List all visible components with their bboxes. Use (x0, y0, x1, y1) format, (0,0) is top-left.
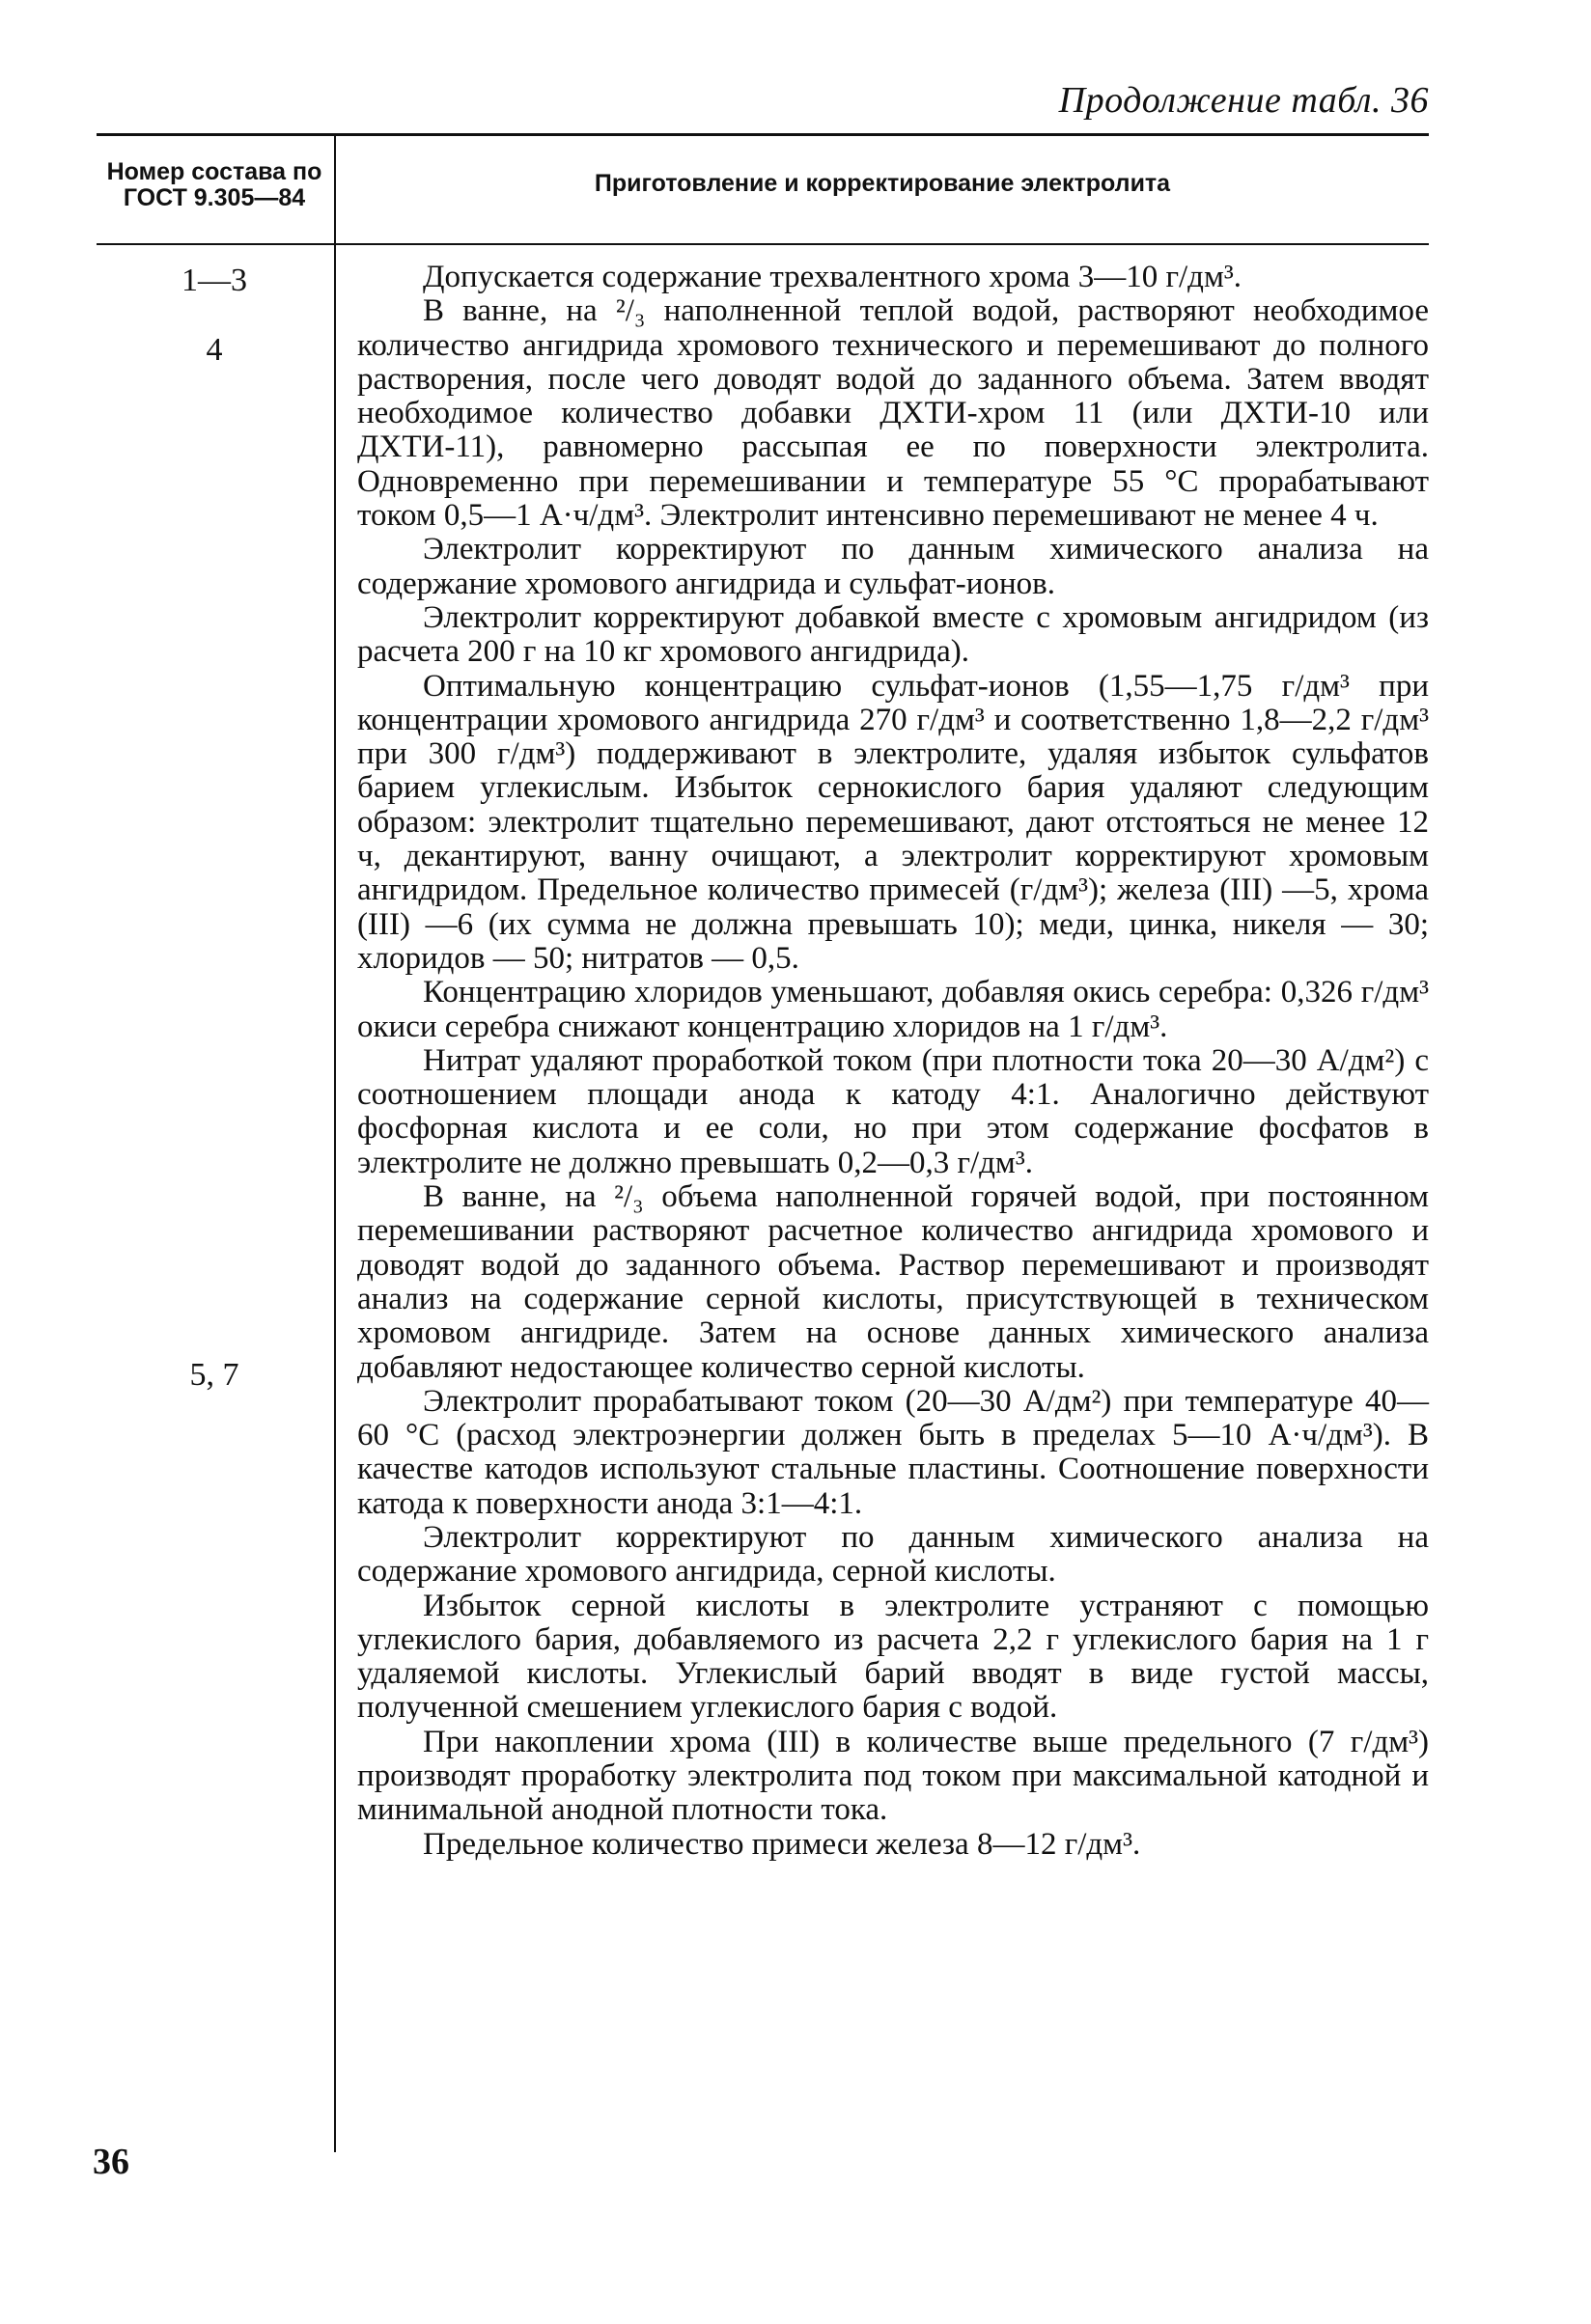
page-number: 36 (93, 2142, 129, 2182)
paragraph: При накоплении хрома (III) в количестве выше предельного (7 г/дм³) производят проработку электролита под током при максимальной катодной и минимальной анодной плотности тока. (357, 1724, 1429, 1828)
paragraph: Оптимальную концентрацию сульфат-ионов (1,55—1,75 г/дм³ при концентрации хромового ангидрида 270 г/дм³ и соответственно 1,8—2,2 г/дм³ при 300 г/дм³) поддерживают в электролите, удаляя избыток сульфатов барием углекислым. Избыток сернокислого бария удаляют следующим образом: электролит тщательно перемешивают, дают отстояться не менее 12 ч, декантируют, ванну очищают, а электролит корректируют хромовым ангидридом. Предельное количество примесей (г/дм³); железа (III) —5, хрома (III) —6 (их сумма не должна превышать 10); меди, цинка, никеля — 30; хлоридов — 50; нитратов — 0,5. (357, 668, 1429, 976)
paragraph: Электролит корректируют добавкой вместе с хромовым ангидридом (из расчета 200 г на 10 кг хромового ангидрида). (357, 599, 1429, 670)
paragraph: Электролит корректируют по данным химического анализа на содержание хромового ангидрида и сульфат-ионов. (357, 532, 1429, 601)
paragraph: Предельное количество примеси железа 8—12 г/дм³. (423, 1826, 1141, 1862)
paragraph: Электролит прорабатывают током (20—30 А/дм²) при температуре 40—60 °С (расход электроэнергии должен быть в пределах 5—10 А·ч/дм³). В качестве катодов используют стальные пластины. Соотношение поверхности катода к поверхности анода 3:1—4:1. (357, 1383, 1429, 1521)
table-body-text (357, 261, 1429, 1862)
column-header-composition-number: Номер состава по ГОСТ 9.305—84 (106, 158, 322, 211)
paragraph: Электролит корректируют по данным химического анализа на содержание хромового ангидрида, серной кислоты. (357, 1519, 1429, 1590)
paragraph: Допускается содержание трехвалентного хрома 3—10 г/дм³. (423, 260, 1242, 294)
row-number: 5, 7 (189, 1357, 239, 1393)
paragraph: В ванне, на ²/₃ наполненной теплой водой, растворяют необходимое количество ангидрида хромового технического и перемешивают до полного растворения, после чего доводят водой до заданного объема. Затем вводят необходимое количество добавки ДХТИ-хром 11 (или ДХТИ-10 или ДХТИ-11), равномерно рассыпая ее по поверхности электролита. Одновременно при перемешивании и температуре 55 °С прорабатывают током 0,5—1 А·ч/дм³. Электролит интенсивно перемешивают не менее 4 ч. (357, 293, 1429, 534)
paragraph: В ванне, на ²/₃ объема наполненной горячей водой, при постоянном перемешивании растворяют расчетное количество ангидрида хромового и доводят водой до заданного объема. Раствор перемешивают и производят анализ на содержание серной кислоты, присутствующей в техническом хромовом ангидриде. Затем на основе данных химического анализа добавляют недостающее количество серной кислоты. (357, 1179, 1429, 1385)
row-number: 4 (206, 332, 223, 368)
paragraph: Концентрацию хлоридов уменьшают, добавляя окись серебра: 0,326 г/дм³ окиси серебра снижают концентрацию хлоридов на 1 г/дм³. (357, 975, 1429, 1044)
column-divider (334, 135, 336, 2152)
paragraph: Избыток серной кислоты в электролите устраняют с помощью углекислого бария, добавляемого из расчета 2,2 г углекислого бария на 1 г удаляемой кислоты. Углекислый барий вводят в виде густой массы, полученной смешением углекислого бария с водой. (357, 1588, 1429, 1726)
table-top-rule (97, 133, 1429, 136)
paragraph: Нитрат удаляют проработкой током (при плотности тока 20—30 А/дм²) с соотношением площади анода к катоду 4:1. Аналогично действуют фосфорная кислота и ее соли, но при этом содержание фосфатов в электролите не должно превышать 0,2—0,3 г/дм³. (357, 1042, 1429, 1180)
table-header-rule (97, 243, 1429, 245)
continuation-title: Продолжение табл. 36 (1058, 80, 1429, 121)
row-number: 1—3 (181, 263, 247, 298)
column-header-preparation: Приготовление и корректирование электролита (594, 170, 1171, 197)
